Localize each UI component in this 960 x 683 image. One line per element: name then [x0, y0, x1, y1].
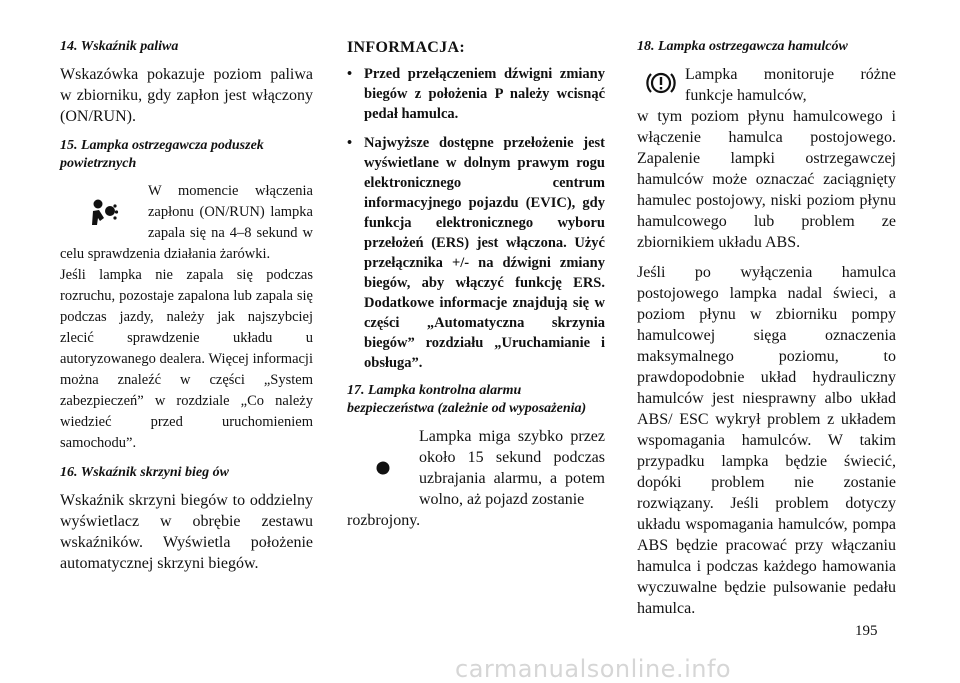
section-14-heading: 14. Wskaźnik paliwa [60, 39, 179, 54]
section-15-body: Jeśli lampka nie zapala się podczas rozruchu, pozostaje zapalona lub zapala się podczas jazdy, należy jak najszybciej zlecić sprawdzenie układu u autoryzowanego dealera. Więcej informacji można znaleźć w części „System zabezpieczeń” w rozdziale „Co należy wiedzieć przed uruchomieniem samochodu”. [60, 267, 313, 451]
section-17-tail: rozbrojony. [347, 512, 421, 529]
section-18-body-2: Jeśli po wyłączenia hamulca postojowego lampka nadal świeci, a poziom płynu w zbiorniku pompy hamulcowej sięga oznaczenia maksymalnego poziomu, to prawdopodobnie układ hydrauliczny hamulców jest niesprawny albo układ ABS/ ESC wykrył problem z układem wspomagania hamulców. W takim przypadku lampka będzie świecić, dopóki problem nie zostanie rozwiązany. Jeśli problem dotyczy układu wspomagania hamulców, pompa ABS będzie pracować przy włączaniu hamulca i podczas każdego hamowania wyczuwalne będzie pulsowanie pedału hamulca. [637, 264, 896, 617]
section-18-lamp-text: Lampka monitoruje różne funkcje hamulców, [685, 66, 896, 104]
security-alarm-dot-icon [347, 426, 419, 510]
section-17-lamp [347, 426, 605, 510]
info-bullet: • Najwyższe dostępne przełożenie jest wyświetlane w dolnym prawym rogu elektronicznego centrum informacyjnego pojazdu (EVIC), gdy funkcja elektronicznego wyboru przełożeń (ERS) jest włączona. Użyć przełącznika +/- na dźwigni zmiany biegów, aby włączyć funkcję ERS. Dodatkowe informacje znajdują się w części „Automatyczna skrzynia biegów” rozdziału „Uruchamianie i obsługa”. [347, 133, 605, 373]
section-18-lamp [637, 64, 896, 106]
info-heading: INFORMACJA: [347, 39, 465, 56]
info-bullet: • Przed przełączeniem dźwigni zmiany biegów z położenia P należy wcisnąć pedał hamulca. [347, 64, 605, 124]
column-middle [347, 38, 605, 531]
section-15-heading: 15. Lampka ostrzegawcza poduszek powietrznych [60, 138, 264, 171]
section-15-lamp [60, 181, 313, 265]
brake-warning-icon [637, 64, 685, 102]
airbag-warning-icon [60, 181, 148, 243]
watermark: carmanualsonline.info [455, 655, 732, 683]
section-16-heading: 16. Wskaźnik skrzyni bieg ów [60, 465, 229, 480]
column-right [637, 38, 896, 619]
section-15-lamp-text: W momencie włączenia zapłonu (ON/RUN) lampka zapala się na 4–8 sekund w celu sprawdzenia działania żarówki. [60, 183, 313, 262]
column-left [60, 38, 313, 574]
page-number: 195 [855, 623, 878, 639]
section-18-heading: 18. Lampka ostrzegawcza hamulców [637, 39, 848, 54]
info-bullets [347, 64, 605, 373]
section-17-lamp-text: Lampka miga szybko przez około 15 sekund podczas uzbrajania alarmu, a potem wolno, aż pojazd zostanie [419, 428, 605, 508]
section-17-heading: 17. Lampka kontrolna alarmu bezpieczeństwa (zależnie od wyposażenia) [347, 383, 587, 416]
section-14-body: Wskazówka pokazuje poziom paliwa w zbiorniku, gdy zapłon jest włączony (ON/RUN). [60, 66, 313, 125]
section-16-body: Wskaźnik skrzyni biegów to oddzielny wyświetlacz w obrębie zestawu wskaźników. Wyświetla położenie automatycznej skrzyni biegów. [60, 492, 313, 572]
section-18-body-1: w tym poziom płynu hamulcowego i włączenie hamulca postojowego. Zapalenie lampki ostrzegawczej hamulców może oznaczać zaciągnięty hamulec postojowy, niski poziom płynu hamulcowego lub problem ze zbiornikiem układu ABS. [637, 108, 896, 251]
